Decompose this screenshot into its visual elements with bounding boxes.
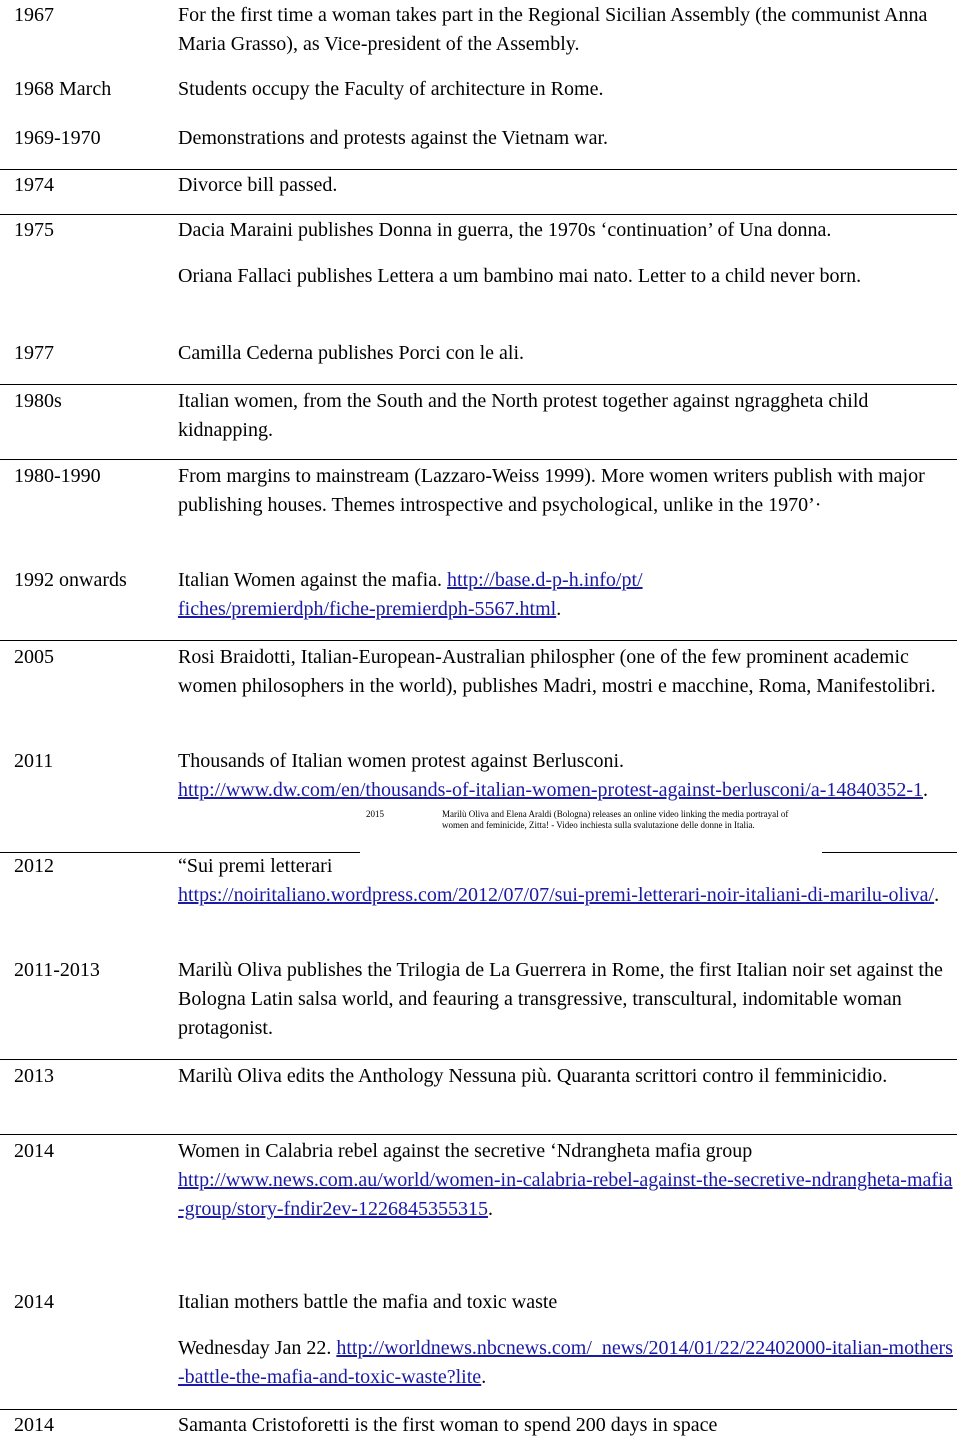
entry-text: Italian women, from the South and the North protest together against ngraggheta child kidnapping.: [178, 390, 869, 441]
entry-year: 2013: [14, 1065, 54, 1087]
divider: [0, 640, 957, 641]
entry-year: 1967: [14, 4, 54, 26]
entry-link-suffix: .: [487, 1198, 493, 1220]
inset-block: [360, 806, 822, 854]
entry-year: 1980-1990: [14, 465, 101, 487]
entry-text-content: Italian Women against the mafia.: [178, 569, 448, 591]
entry-text: [178, 1137, 958, 1224]
entry-year: 1974: [14, 174, 54, 196]
inset-year: 2015: [366, 809, 384, 819]
entry-text-content: Thousands of Italian women protest against Berlusconi.: [178, 750, 625, 772]
inset-text: Marilù Oliva and Elena Araldi (Bologna) releases an online video linking the media portrayal of women and feminicide, Zitta! - Video inchiesta sulla svalutazione delle donne in Italia.: [442, 809, 789, 830]
entry-text: Demonstrations and protests against the Vietnam war.: [178, 127, 609, 149]
entry-text-secondary: Oriana Fallaci publishes Lettera a um bambino mai nato. Letter to a child never born.: [178, 265, 862, 287]
entry-link-suffix: .: [481, 1366, 487, 1388]
entry-text: Divorce bill passed.: [178, 174, 338, 196]
entry-year: 1992 onwards: [14, 569, 127, 591]
entry-year: 2005: [14, 646, 54, 668]
entry-link-suffix: .: [934, 884, 940, 906]
entry-text-content: “Sui premi letterari: [178, 855, 333, 877]
entry-text: For the first time a woman takes part in the Regional Sicilian Assembly (the communist Anna Maria Grasso), as Vice-president of the Assembly.: [178, 4, 928, 55]
entry-text: Marilù Oliva publishes the Trilogia de La Guerrera in Rome, the first Italian noir set against the Bologna Latin salsa world, and feauring a transgressive, transcultural, indomitable woman protagonist.: [178, 959, 943, 1039]
entry-text: Camilla Cederna publishes Porci con le ali.: [178, 342, 525, 364]
entry-link-suffix: .: [923, 779, 929, 801]
divider: [0, 169, 957, 170]
entry-text-content: Women in Calabria rebel against the secretive ‘Ndrangheta mafia group: [178, 1140, 753, 1162]
entry-link[interactable]: http://www.dw.com/en/thousands-of-italian-women-protest-against-berlusconi/a-14840352-1: [178, 779, 924, 801]
divider: [0, 214, 957, 215]
entry-year: 2011: [14, 750, 54, 772]
entry-year: 2014: [14, 1414, 54, 1436]
divider: [0, 1059, 957, 1060]
divider: [0, 459, 957, 460]
entry-link[interactable]: http://www.news.com.au/world/women-in-calabria-rebel-against-the-secretive-ndrangheta-mafia-group/story-fndir2ev-1226845355315: [178, 1169, 953, 1220]
entry-text: Dacia Maraini publishes Donna in guerra, the 1970s ‘continuation’ of Una donna.: [178, 219, 832, 241]
entry-text: Samanta Cristoforetti is the first woman to spend 200 days in space: [178, 1414, 718, 1436]
entry-text: From margins to mainstream (Lazzaro-Weiss 1999). More women writers publish with major publishing houses. Themes introspective and psychological, unlike in the 1970’·: [178, 465, 925, 516]
entry-year: 1969-1970: [14, 127, 101, 149]
entry-link[interactable]: https://noiritaliano.wordpress.com/2012/07/07/sui-premi-letterari-noir-italiani-di-marilu-oliva/: [178, 884, 935, 906]
divider: [0, 384, 957, 385]
entry-text: [178, 566, 648, 624]
entry-text-secondary: [178, 1334, 958, 1392]
entry-link[interactable]: http://base.d-p-h.info/pt/fiches/premierdph/fiche-premierdph-5567.html: [178, 569, 643, 620]
entry-year: 2012: [14, 855, 54, 877]
entry-year: 1968 March: [14, 78, 112, 100]
divider: [0, 1409, 957, 1410]
entry-year: 2014: [14, 1291, 54, 1313]
entry-year: 1980s: [14, 390, 62, 412]
entry-text: [178, 747, 958, 805]
entry-year: 2014: [14, 1140, 54, 1162]
entry-text: Students occupy the Faculty of architecture in Rome.: [178, 78, 604, 100]
entry-text: Rosi Braidotti, Italian-European-Australian philospher (one of the few prominent academic women philosophers in the world), publishes Madri, mostri e macchine, Roma, Manifestolibri.: [178, 646, 936, 697]
entry-year: 2011-2013: [14, 959, 100, 981]
entry-link-suffix: .: [556, 598, 562, 620]
entry-year: 1977: [14, 342, 54, 364]
entry-text: [178, 852, 958, 910]
entry-year: 1975: [14, 219, 54, 241]
entry-link[interactable]: http://worldnews.nbcnews.com/_news/2014/01/22/22402000-italian-mothers-battle-the-mafia-and-toxic-waste?lite: [178, 1337, 953, 1388]
entry-text: Marilù Oliva edits the Anthology Nessuna più. Quaranta scrittori contro il femminicidio.: [178, 1065, 888, 1087]
entry-text: Italian mothers battle the mafia and toxic waste: [178, 1291, 558, 1313]
entry-date: Wednesday Jan 22.: [178, 1337, 337, 1359]
divider: [0, 1134, 957, 1135]
